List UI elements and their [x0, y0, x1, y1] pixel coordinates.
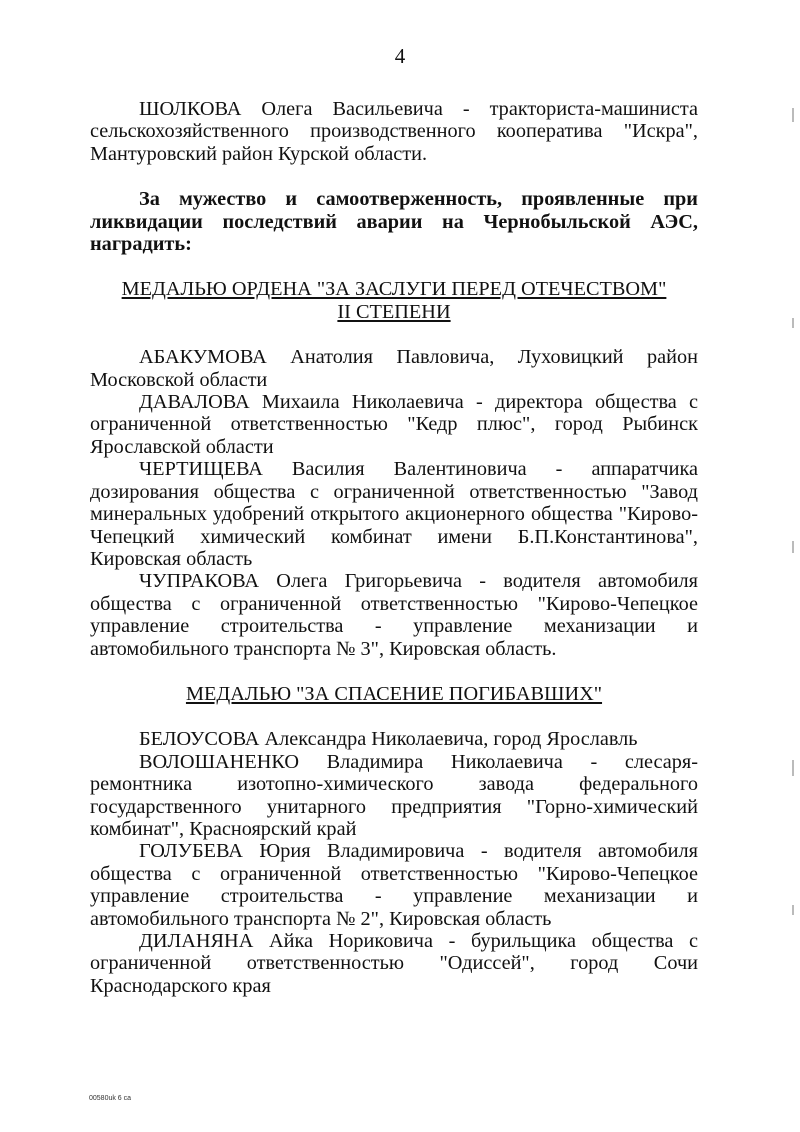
scan-artifact	[792, 108, 794, 122]
award-entry: ЧЕРТИЩЕВА Василия Валентиновича - аппаратчика дозирования общества с ограниченной ответственностью "Завод минеральных удобрений открытого акционерного общества "Кирово-Чепецкий химический комбинат имени Б.П.Константинова", Кировская область	[90, 458, 698, 570]
document-code: 00580uk 6 ca	[89, 1095, 132, 1102]
section-heading-rescue-medal: МЕДАЛЬЮ "ЗА СПАСЕНИЕ ПОГИБАВШИХ"	[185, 682, 603, 705]
award-entry: БЕЛОУСОВА Александра Николаевича, город Ярославль	[139, 728, 638, 751]
award-entry: ЧУПРАКОВА Олега Григорьевича - водителя автомобиля общества с ограниченной ответственностью "Кирово-Чепецкое управление строительства - управление механизации и автомобильного транспорта № 3", Кировская область.	[90, 570, 698, 660]
award-entry: ДАВАЛОВА Михаила Николаевича - директора общества с ограниченной ответственностью "Кедр плюс", город Рыбинск Ярославской области	[90, 391, 698, 458]
section-heading-order-medal	[90, 278, 698, 323]
decree-clause: За мужество и самоотверженность, проявленные при ликвидации последствий аварии на Чернобыльской АЭС, наградить:	[90, 188, 698, 256]
scan-artifact	[792, 541, 794, 553]
section-heading-line2: II СТЕПЕНИ	[337, 300, 451, 323]
award-entry: ВОЛОШАНЕНКО Владимира Николаевича - слесаря-ремонтника изотопно-химического завода федерального государственного унитарного предприятия "Горно-химический комбинат", Красноярский край	[90, 750, 698, 840]
scan-artifact	[792, 760, 794, 776]
scan-artifact	[792, 905, 794, 915]
award-entry: ДИЛАНЯНА Айка Нориковича - бурильщика общества с ограниченной ответственностью "Одиссей", город Сочи Краснодарского края	[90, 930, 698, 997]
page-number: 4	[394, 44, 406, 68]
award-entry: ГОЛУБЕВА Юрия Владимировича - водителя автомобиля общества с ограниченной ответственностью "Кирово-Чепецкое управление строительства - управление механизации и автомобильного транспорта № 2", Кировская область	[90, 840, 698, 930]
award-entry: АБАКУМОВА Анатолия Павловича, Луховицкий район Московской области	[90, 346, 698, 391]
scan-artifact	[792, 318, 794, 328]
section-heading-line1: МЕДАЛЬЮ ОРДЕНА "ЗА ЗАСЛУГИ ПЕРЕД ОТЕЧЕСТВОМ"	[121, 278, 667, 301]
award-entry-intro: ШОЛКОВА Олега Васильевича - тракториста-машиниста сельскохозяйственного производственного кооператива "Искра", Мантуровский район Курской области.	[90, 98, 698, 165]
document-body	[90, 98, 698, 997]
